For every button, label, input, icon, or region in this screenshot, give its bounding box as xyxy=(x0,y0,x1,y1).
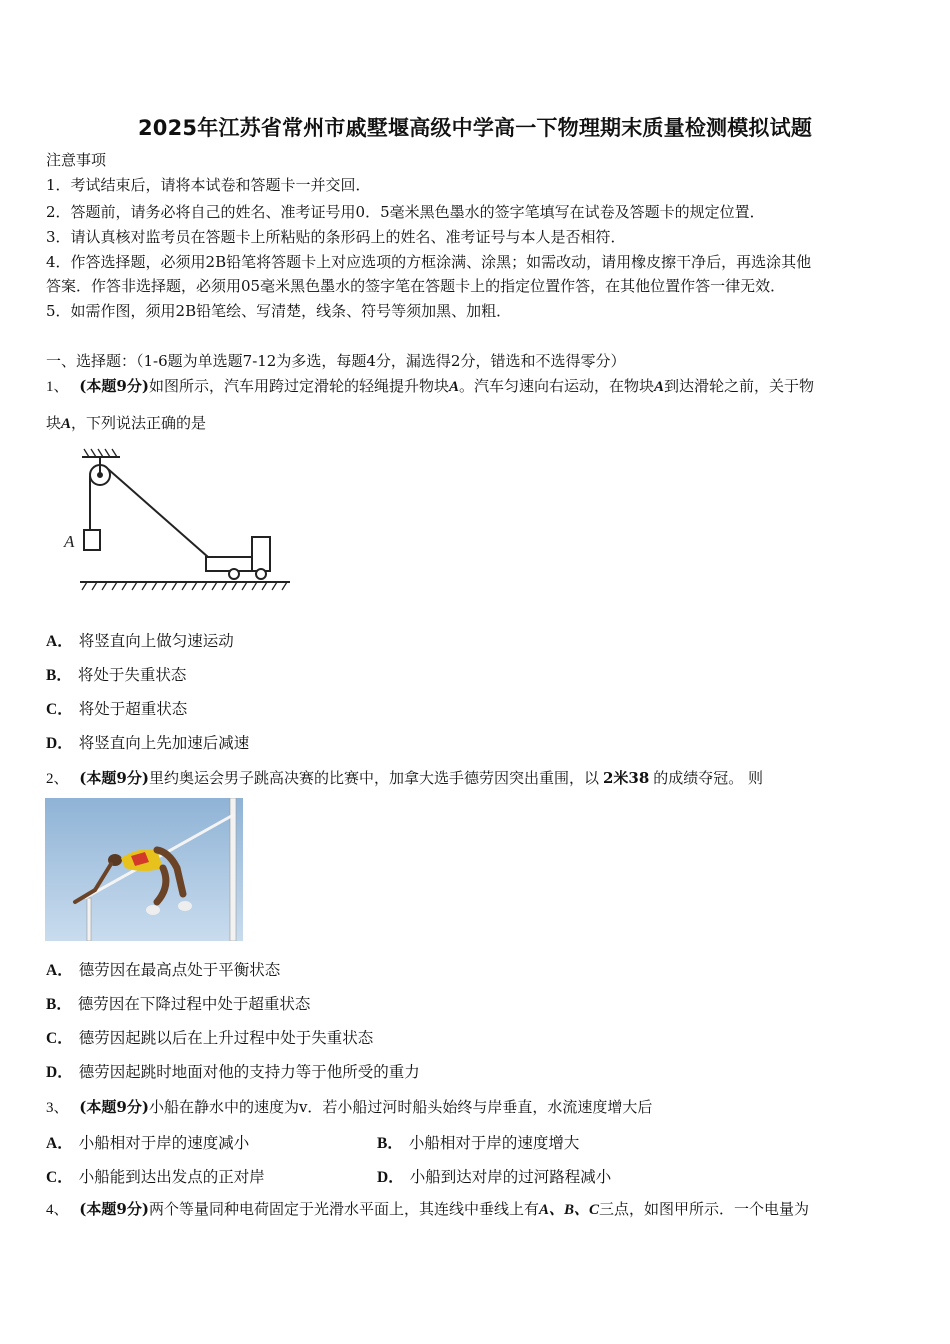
option-d[interactable] xyxy=(377,1165,611,1187)
question-score: (本题9分) xyxy=(79,1098,149,1116)
page-title: 2025年江苏省常州市戚墅堰高级中学高一下物理期末质量检测模拟试题 xyxy=(137,116,813,140)
notice-item: 1．考试结束后，请将本试卷和答题卡一并交回． xyxy=(46,176,371,194)
variable-a: A xyxy=(653,379,664,395)
question-text: 三点，如图甲所示．一个电量为 xyxy=(598,1200,809,1218)
truck-cab xyxy=(252,537,270,571)
standard-right xyxy=(230,798,236,941)
option-b[interactable] xyxy=(377,1131,579,1153)
option-c[interactable] xyxy=(46,1028,373,1049)
option-a[interactable] xyxy=(46,1131,249,1153)
truck-bed xyxy=(206,557,252,571)
option-text: 小船相对于岸的速度减小 xyxy=(78,1134,250,1152)
question-score: (本题9分) xyxy=(79,769,149,787)
question-text: 如图所示，汽车用跨过定滑轮的轻绳提升物块 xyxy=(148,377,449,395)
variable-a: A xyxy=(61,416,72,432)
question-text: 里约奥运会男子跳高决赛的比赛中，加拿大选手德劳因突出重围，以 xyxy=(148,769,599,787)
option-text: 德劳因起跳时地面对他的支持力等于他所受的重力 xyxy=(78,1063,420,1081)
question-number: 3、 xyxy=(46,1100,69,1116)
option-label: C． xyxy=(46,701,73,718)
option-label: C． xyxy=(46,1030,73,1047)
option-label: B． xyxy=(46,667,72,684)
option-text: 小船能到达出发点的正对岸 xyxy=(78,1168,265,1186)
option-text: 将处于超重状态 xyxy=(78,700,188,718)
option-text: 小船相对于岸的速度增大 xyxy=(408,1134,580,1152)
question-value: 2米38 xyxy=(602,769,650,787)
option-label: D． xyxy=(46,735,73,752)
question-text: 小船在静水中的速度为v．若小船过河时船头始终与岸垂直，水流速度增大后 xyxy=(148,1098,653,1116)
truck-wheel xyxy=(256,569,266,579)
question-text: 两个等量同种电荷固定于光滑水平面上，其连线中垂线上有 xyxy=(148,1200,539,1218)
option-d[interactable] xyxy=(46,733,249,754)
notice-item: 4．作答选择题，必须用2B铅笔将答题卡上对应选项的方框涂满、涂黑；如需改动，请用橡皮擦干净后，再选涂其他 xyxy=(46,253,812,271)
rope-slanted xyxy=(108,469,208,557)
option-b[interactable] xyxy=(46,665,186,686)
question-number: 4、 xyxy=(46,1202,69,1218)
option-a[interactable] xyxy=(46,960,280,981)
question-3-stem xyxy=(46,1097,652,1118)
question-4-stem xyxy=(46,1199,809,1220)
pulley-truck-figure xyxy=(58,445,298,595)
question-text: 。汽车匀速向右运动，在物块 xyxy=(458,377,654,395)
option-a[interactable] xyxy=(46,631,234,652)
notice-heading: 注意事项 xyxy=(46,151,107,169)
option-text: 小船到达对岸的过河路程减小 xyxy=(409,1168,612,1186)
question-number: 1、 xyxy=(46,379,69,395)
standard-left xyxy=(87,898,91,941)
option-c[interactable] xyxy=(46,1165,265,1187)
question-1-stem xyxy=(46,376,814,397)
option-label: A． xyxy=(46,633,73,650)
notice-item: 5．如需作图，须用2B铅笔绘、写清楚，线条、符号等须加黑、加粗． xyxy=(46,302,512,320)
question-number: 2、 xyxy=(46,771,69,787)
ground-hatch xyxy=(82,582,287,590)
question-score: (本题9分) xyxy=(79,377,149,395)
option-d[interactable] xyxy=(46,1062,420,1083)
notice-item: 3．请认真核对监考员在答题卡上所粘贴的条形码上的姓名、准考证号与本人是否相符． xyxy=(46,228,626,246)
option-text: 将竖直向上先加速后减速 xyxy=(78,734,250,752)
notice-item: 2．答题前，请务必将自己的姓名、准考证号用0．5毫米黑色墨水的签字笔填写在试卷及答题卡的规定位置． xyxy=(46,203,765,221)
option-label: B． xyxy=(46,996,72,1013)
ceiling-hatch xyxy=(84,449,117,457)
option-b[interactable] xyxy=(46,994,310,1015)
question-2-stem xyxy=(46,768,763,789)
option-label: A． xyxy=(46,962,73,979)
question-score: (本题9分) xyxy=(79,1200,149,1218)
option-text: 德劳因起跳以后在上升过程中处于失重状态 xyxy=(78,1029,374,1047)
question-text: ，下列说法正确的是 xyxy=(71,414,207,432)
option-text: 将竖直向上做匀速运动 xyxy=(78,632,234,650)
truck-wheel xyxy=(229,569,239,579)
question-text: 块 xyxy=(46,414,62,432)
variable-a: A xyxy=(448,379,459,395)
question-text: 到达滑轮之前，关于物 xyxy=(664,377,815,395)
option-text: 德劳因在最高点处于平衡状态 xyxy=(78,961,281,979)
points-abc: A、B、C xyxy=(538,1202,599,1218)
option-label: C． xyxy=(46,1169,73,1186)
option-text: 将处于失重状态 xyxy=(77,666,187,684)
block-a-label: A xyxy=(64,532,75,551)
question-text: 的成绩夺冠。 则 xyxy=(653,769,764,787)
option-label: D． xyxy=(46,1064,73,1081)
section-heading: 一、选择题：（1-6题为单选题7-12为多选，每题4分，漏选得2分，错选和不选得零分） xyxy=(46,352,626,370)
high-jump-photo xyxy=(45,798,243,941)
option-c[interactable] xyxy=(46,699,187,720)
block-a xyxy=(84,530,100,550)
option-label: A． xyxy=(46,1135,73,1152)
notice-item: 答案．作答非选择题，必须用05毫米黑色墨水的签字笔在答题卡上的指定位置作答，在其他位置作答一律无效． xyxy=(46,277,786,295)
option-label: D． xyxy=(377,1169,404,1186)
option-text: 德劳因在下降过程中处于超重状态 xyxy=(77,995,311,1013)
option-label: B． xyxy=(377,1135,403,1152)
question-1-stem-cont xyxy=(46,413,206,434)
